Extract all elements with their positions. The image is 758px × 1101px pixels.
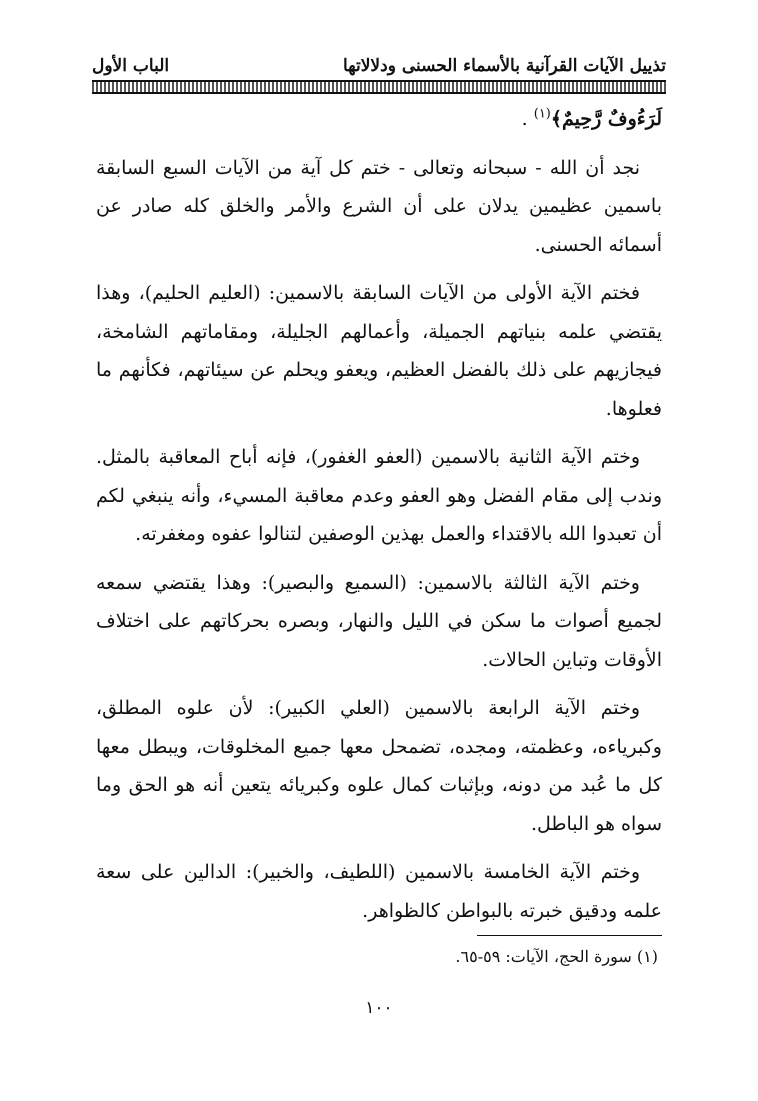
- verse-ending-line: [96, 100, 662, 139]
- footnote: (١) سورة الحج، الآيات: ٥٩-٦٥.: [455, 947, 658, 966]
- paragraph: وختم الآية الرابعة بالاسمين (العلي الكبير): لأن علوه المطلق، وكبرياءه، وعظمته، ومجده، تضمحل معها جميع المخلوقات، ويبطل معها كل ما عُبد من دونه، وبإثبات كمال علوه وكبريائه يتعين أنه هو الحق وما سواه هو الباطل.: [96, 697, 662, 835]
- paragraph: وختم الآية الثانية بالاسمين (العفو الغفور)، فإنه أباح المعاقبة بالمثل. وندب إلى مقام الفضل وهو العفو وعدم معاقبة المسيء، وأنه ينبغي لكم أن تعبدوا الله بالاقتداء والعمل بهذين الوصفين لتنالوا عفوه ومغفرته.: [96, 446, 662, 545]
- main-text: [96, 100, 662, 940]
- book-title: تذييل الآيات القرآنية بالأسماء الحسنى ودلالاتها: [342, 56, 666, 76]
- paragraph: وختم الآية الخامسة بالاسمين (اللطيف، والخبير): الدالين على سعة علمه ودقيق خبرته بالبواطن كالظواهر.: [96, 861, 662, 922]
- chapter-title: الباب الأول: [92, 56, 170, 76]
- paragraph: فختم الآية الأولى من الآيات السابقة بالاسمين: (العليم الحليم)، وهذا يقتضي علمه بنياتهم الجميلة، وأعمالهم الجليلة، ومقاماتهم الشامخة، فيجازيهم على ذلك بالفضل العظيم، ويعفو ويحلم عن سيئاتهم، فكأنهم ما فعلوها.: [96, 282, 662, 420]
- paragraph: نجد أن الله - سبحانه وتعالى - ختم كل آية من الآيات السبع السابقة باسمين عظيمين يدلان على أن الشرع والأمر والخلق كله صادر عن أسمائه الحسنى.: [96, 156, 662, 256]
- paragraph: وختم الآية الثالثة بالاسمين: (السميع والبصير): وهذا يقتضي سمعه لجميع أصوات ما سكن في الليل والنهار، وبصره بحركاتهم على اختلاف الأوقات وتباين الحالات.: [96, 571, 662, 671]
- footnote-ref: (١): [533, 106, 551, 122]
- header-rule: [92, 80, 666, 94]
- verse-ending: لَرَءُوفٌ رَّحِيمٌ﴾: [550, 108, 662, 130]
- page-number: ١٠٠: [365, 998, 393, 1018]
- running-header: [92, 50, 666, 76]
- footnote-rule: [477, 935, 662, 936]
- verse-ending-punct: .: [521, 108, 528, 130]
